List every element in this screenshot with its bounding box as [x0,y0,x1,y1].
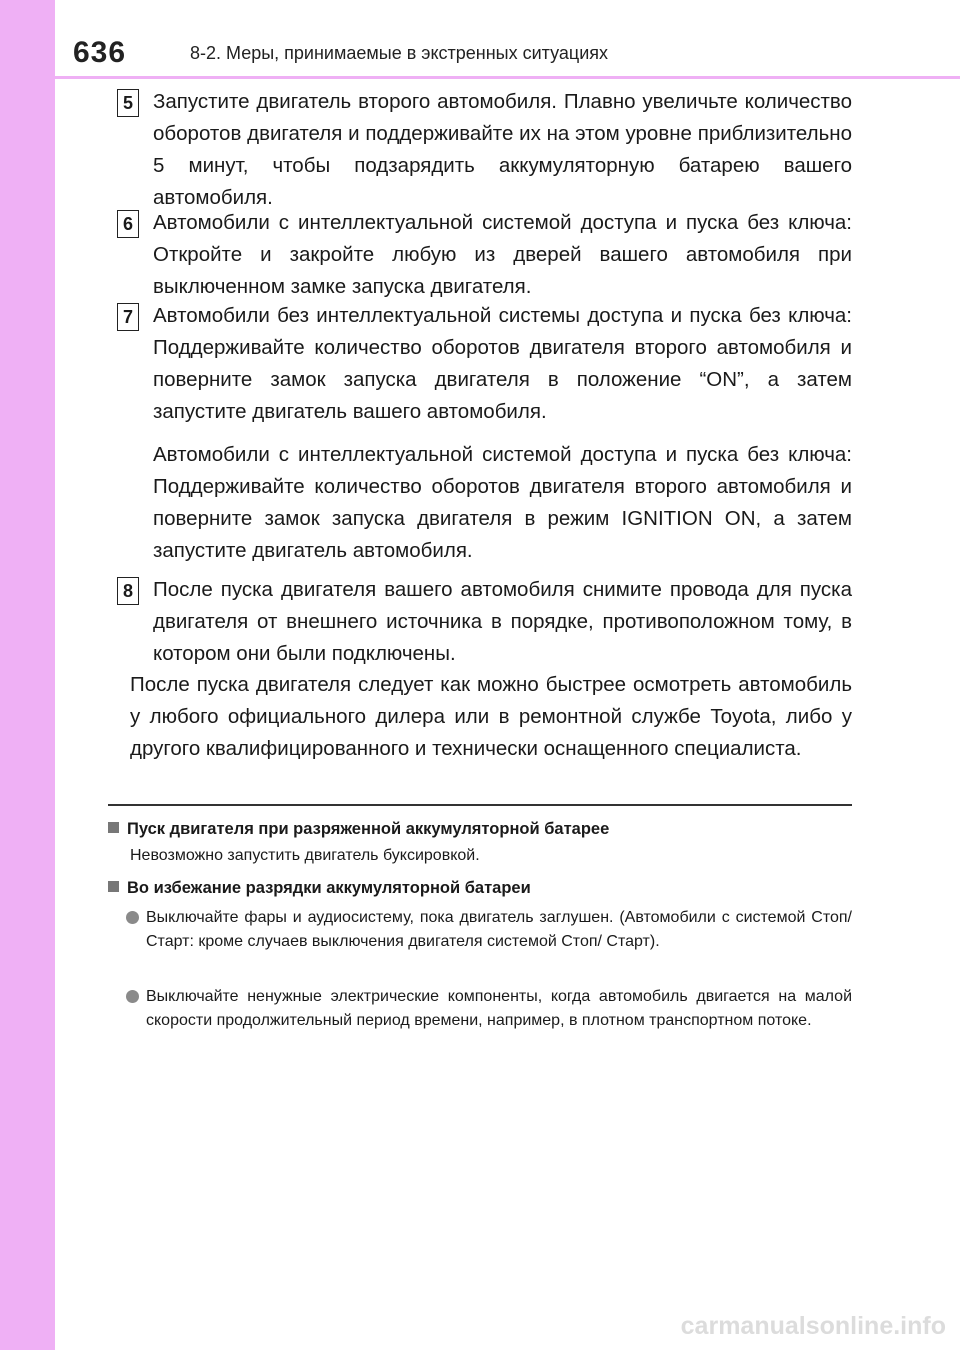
step-text: После пуска двигателя вашего автомобиля снимите провода для пуска двигателя от внешнего источника в порядке, противоположном тому, в котором они были подключены. [153,578,852,665]
note-heading [108,879,531,898]
step-6 [117,207,852,303]
after-steps-paragraph: После пуска двигателя следует как можно быстрее осмотреть автомобиль у любого официального дилера или в ремонтной службе Toyota, либо у другого квалифицированного и технически оснащенного специалиста. [130,673,852,760]
bullet-item [126,985,852,1033]
notes-divider [108,804,852,806]
step-number-badge: 6 [117,210,139,238]
step-5 [117,86,852,214]
step-number-badge: 8 [117,577,139,605]
circle-bullet-icon [126,911,139,924]
step-text: Автомобили с интеллектуальной системой доступа и пуска без ключа: Откройте и закройте любую из дверей вашего автомобиля при выключенном замке запуска двигателя. [153,211,852,298]
circle-bullet-icon [126,990,139,1003]
step-text: Автомобили без интеллектуальной системы доступа и пуска без ключа: Поддерживайте количество оборотов двигателя второго автомобиля и поверните замок запуска двигателя в положение “ON”, а затем запустите двигатель вашего автомобиля. [153,304,852,423]
step-text-variant: Автомобили с интеллектуальной системой доступа и пуска без ключа: Поддерживайте количество оборотов двигателя второго автомобиля и поверните замок запуска двигателя в режим IGNITION ON, а затем запустите двигатель автомобиля. [153,443,852,562]
step-number-badge: 7 [117,303,139,331]
bullet-item [126,906,852,954]
step-number-badge: 5 [117,89,139,117]
step-8 [117,574,852,670]
note-text: Невозможно запустить двигатель буксировкой. [130,847,480,864]
chapter-side-band [0,0,55,1350]
note-heading-text: Пуск двигателя при разряженной аккумуляторной батарее [127,820,610,838]
bullet-text: Выключайте фары и аудиосистему, пока двигатель заглушен. (Автомобили с системой Стоп/Старт: кроме случаев выключения двигателя системой Стоп/ Старт). [146,909,852,950]
page-number: 636 [73,36,127,69]
square-bullet-icon [108,822,119,833]
watermark: carmanualsonline.info [680,1312,946,1340]
bullet-text: Выключайте ненужные электрические компоненты, когда автомобиль двигается на малой скорости продолжительный период времени, например, в плотном транспортном потоке. [146,988,852,1029]
note-heading-text: Во избежание разрядки аккумуляторной батареи [127,879,531,897]
header-divider [55,76,960,79]
step-7 [117,300,852,567]
square-bullet-icon [108,881,119,892]
note-heading [108,820,609,839]
step-text: Запустите двигатель второго автомобиля. Плавно увеличьте количество оборотов двигателя и поддерживайте их на этом уровне приблизительно 5 минут, чтобы подзарядить аккумуляторную батарею вашего автомобиля. [153,90,852,209]
section-title: 8-2. Меры, принимаемые в экстренных ситуациях [190,43,609,63]
